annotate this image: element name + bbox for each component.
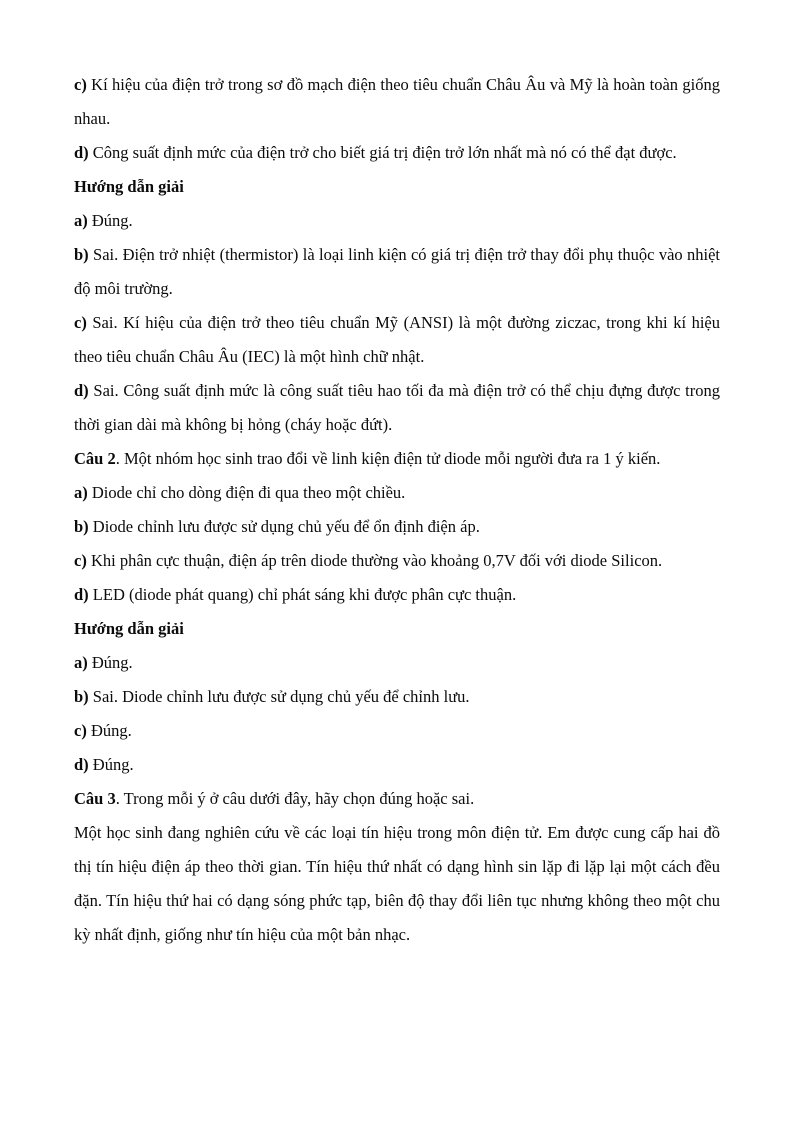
- solution-heading-2: Hướng dẫn giải: [74, 619, 184, 638]
- question2-stem: [74, 442, 720, 476]
- question2-number: Câu 2: [74, 449, 116, 468]
- solution1-item-c: [74, 306, 720, 374]
- item-text-d: LED (diode phát quang) chỉ phát sáng khi được phân cực thuận.: [88, 585, 517, 604]
- item-label-b: b): [74, 687, 89, 706]
- item-label-b: b): [74, 245, 89, 264]
- item-text-d: Công suất định mức của điện trở cho biết giá trị điện trở lớn nhất mà nó có thể đạt được.: [88, 143, 677, 162]
- item-label-a: a): [74, 211, 88, 230]
- question2-item-c: [74, 544, 720, 578]
- item-label-c: c): [74, 721, 87, 740]
- item-label-a: a): [74, 483, 88, 502]
- item-text-c: Sai. Kí hiệu của điện trở theo tiêu chuẩn Mỹ (ANSI) là một đường ziczac, trong khi kí hiệu theo tiêu chuẩn Châu Âu (IEC) là một hình chữ nhật.: [74, 313, 720, 366]
- question2-item-d: [74, 578, 720, 612]
- solution2-item-a: [74, 646, 720, 680]
- item-text-a: Diode chỉ cho dòng điện đi qua theo một chiều.: [87, 483, 406, 502]
- solution-heading-1: Hướng dẫn giải: [74, 177, 184, 196]
- question1-item-d: [74, 136, 720, 170]
- item-text-a: Đúng.: [87, 653, 133, 672]
- solution1-item-b: [74, 238, 720, 306]
- item-text-c: Khi phân cực thuận, điện áp trên diode thường vào khoảng 0,7V đối với diode Silicon.: [86, 551, 663, 570]
- question2-text: . Một nhóm học sinh trao đổi về linh kiện điện tử diode mỗi người đưa ra 1 ý kiến.: [115, 449, 661, 468]
- item-label-d: d): [74, 585, 89, 604]
- item-text-a: Đúng.: [87, 211, 133, 230]
- item-label-d: d): [74, 381, 89, 400]
- item-label-c: c): [74, 75, 87, 94]
- solution2-item-b: [74, 680, 720, 714]
- item-text-c: Đúng.: [86, 721, 132, 740]
- item-text-b: Sai. Điện trở nhiệt (thermistor) là loại linh kiện có giá trị điện trở thay đổi phụ thuộc vào nhiệt độ môi trường.: [74, 245, 720, 298]
- question2-item-a: [74, 476, 720, 510]
- question3-stem: [74, 782, 720, 816]
- item-label-c: c): [74, 551, 87, 570]
- item-label-c: c): [74, 313, 87, 332]
- solution2-item-d: [74, 748, 720, 782]
- solution1-item-a: [74, 204, 720, 238]
- item-label-a: a): [74, 653, 88, 672]
- item-label-b: b): [74, 517, 89, 536]
- item-label-d: d): [74, 143, 89, 162]
- item-text-b: Sai. Diode chỉnh lưu được sử dụng chủ yếu để chỉnh lưu.: [88, 687, 470, 706]
- question1-item-c: [74, 68, 720, 136]
- solution2-item-c: [74, 714, 720, 748]
- question3-number: Câu 3: [74, 789, 116, 808]
- item-text-c: Kí hiệu của điện trở trong sơ đồ mạch điện theo tiêu chuẩn Châu Âu và Mỹ là hoàn toàn giống nhau.: [74, 75, 720, 128]
- item-label-d: d): [74, 755, 89, 774]
- question2-item-b: [74, 510, 720, 544]
- question3-text: . Trong mỗi ý ở câu dưới đây, hãy chọn đúng hoặc sai.: [115, 789, 475, 808]
- item-text-d: Đúng.: [88, 755, 134, 774]
- item-text-b: Diode chỉnh lưu được sử dụng chủ yếu để ổn định điện áp.: [88, 517, 480, 536]
- question3-body: Một học sinh đang nghiên cứu về các loại tín hiệu trong môn điện tử. Em được cung cấp hai đồ thị tín hiệu điện áp theo thời gian. Tín hiệu thứ nhất có dạng hình sin lặp đi lặp lại một cách đều đặn. Tín hiệu thứ hai có dạng sóng phức tạp, biên độ thay đổi liên tục nhưng không theo một chu kỳ nhất định, giống như tín hiệu của một bản nhạc.: [74, 823, 720, 944]
- item-text-d: Sai. Công suất định mức là công suất tiêu hao tối đa mà điện trở có thể chịu đựng được trong thời gian dài mà không bị hỏng (cháy hoặc đứt).: [74, 381, 720, 434]
- solution1-item-d: [74, 374, 720, 442]
